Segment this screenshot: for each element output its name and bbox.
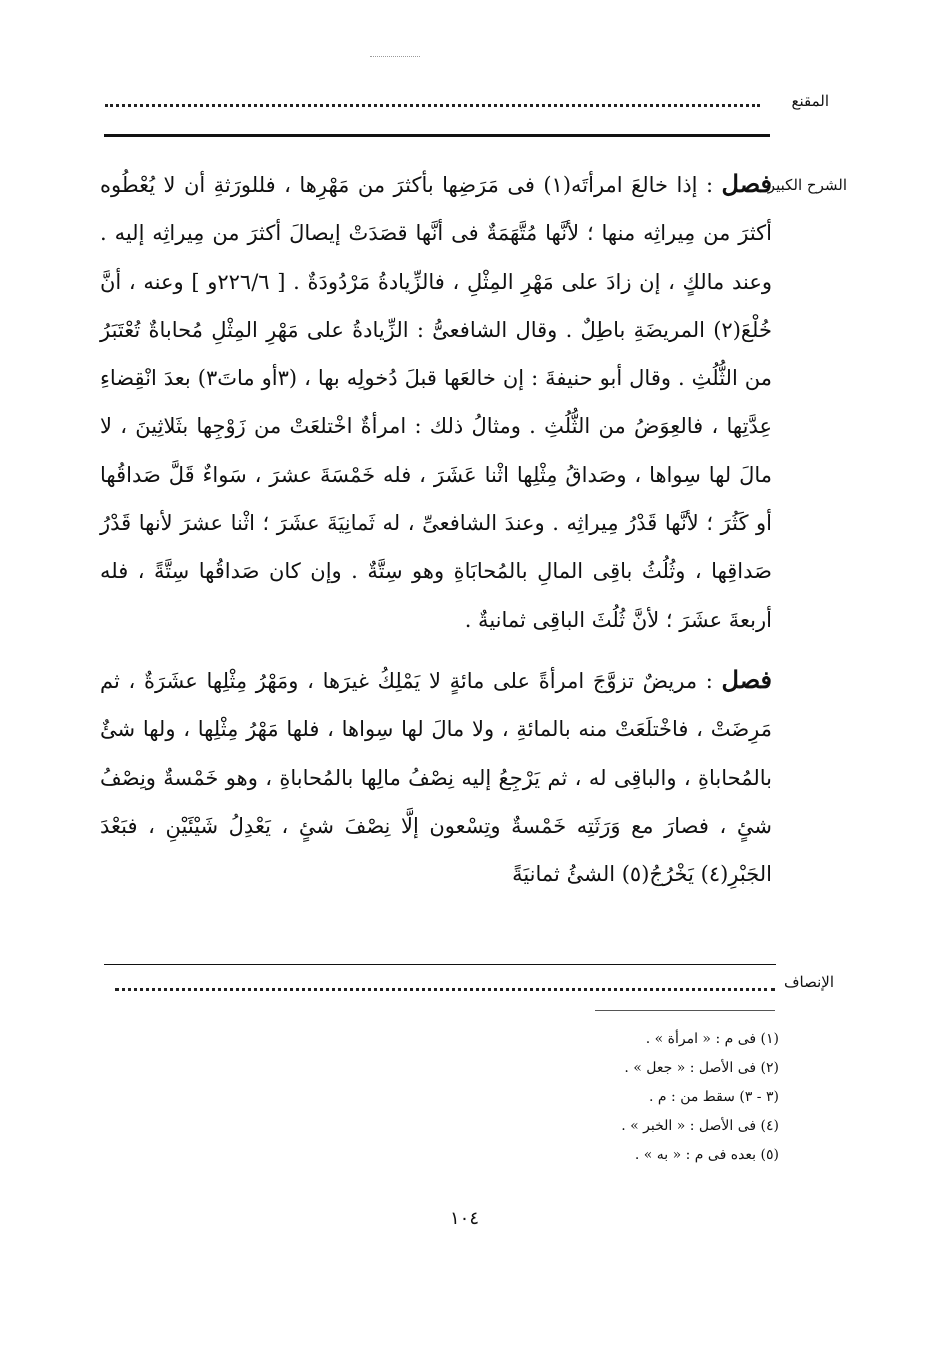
body-end-rule: [104, 964, 776, 965]
header-rule: [104, 134, 770, 137]
main-commentary-text: [100, 160, 772, 898]
section-heading: فصل: [721, 664, 772, 694]
page-number: ١٠٤: [449, 1208, 479, 1229]
footnotes: [279, 1025, 779, 1170]
margin-label-bottom: الإنصاف: [783, 973, 834, 991]
footnote: (٣ - ٣) سقط من : م .: [649, 1089, 779, 1105]
footnote: (٥) بعده فى م : « به » .: [634, 1147, 779, 1163]
top-scan-mark: [370, 56, 420, 57]
running-title: المقنع: [791, 92, 829, 110]
section-heading: فصل: [721, 169, 772, 198]
paragraph-2: [100, 656, 772, 898]
paragraph-text: : إذا خالعَ امرأتَه(١) فى مَرَضِها بأكثرَ من مَهْرِها ، فللورَثةِ أن لا يُعْطُوه أكثرَ من مِيراثِه منها ؛ لأنَّها مُتَّهَمَةٌ فى أنَّها قصَدَتْ إيصالَ أكثرَ من مِيراثِه إليه . وعند مالكٍ ، إن زادَ على مَهْرِ المِثْلِ ، فالزِّيادةُ مَرْدُودَةٌ . [ ٢٢٦/٦و ] وعنه ، أنَّ خُلْعَ(٢) المريضَةِ باطِلٌ . وقال الشافعىُّ : الزِّيادةُ على مَهْرِ المِثْلِ مُحاباةٌ تُعْتَبَرُ من الثُّلُثِ . وقال أبو حنيفةَ : إن خالعَها قبلَ دُخولِه بها ، (٣أو ماتَ٣) بعدَ انْقِضاءِ عِدَّتِها ، فالعِوَضُ من الثُّلُثِ . ومثالُ ذلك : امرأةٌ اخْتلعَتْ من زَوْجِها بثَلاثِينَ ، لا مالَ لها سِواها ، وصَداقُ مِثْلِها اثْنا عَشَرَ ، فله خَمْسَةَ عشرَ ، سَواءٌ قَلَّ صَداقُها أو كَثُرَ ؛ لأنَّها قَدْرُ مِيراثِه . وعندَ الشافعىِّ ، له ثَمانِيَةَ عشَرَ ؛ اثْنا عشرَ لأنها قَدْرُ صَداقِها ، وثُلُثُ باقِى المالِ بالمُحابَاةِ وهو سِتَّةٌ . وإن كان صَداقُها سِتَّةً ، فله أربعةَ عشَرَ ؛ لأنَّ ثُلُثَ الباقِى ثمانيةٌ .: [100, 173, 773, 632]
dotted-separator-bottom: [115, 988, 775, 993]
paragraph-1: [100, 160, 772, 644]
footnote: (٢) فى الأصل : « جعل » .: [624, 1060, 779, 1076]
footnote-rule: [595, 1010, 775, 1011]
dotted-separator-top: [105, 104, 760, 109]
paragraph-text: : مريضٌ تزوَّجَ امرأةً على مائةٍ لا يَمْلِكُ غيرَها ، ومَهْرُ مِثْلِها عشَرَةٌ ، ثم مَرِضَتْ ، فاخْتلَعَتْ منه بالمائةِ ، ولا مالَ لها سِواها ، فلها مَهْرُ مِثْلِها ، ولها شئٌ بالمُحاباةِ ، والباقِى له ، ثم يَرْجِعُ إليه نِصْفُ مالِها بالمُحاباةِ ، وهو خَمْسةٌ ونِصْفُ شئٍ ، فصارَ مع وَرَثَتِه خَمْسةٌ وتِسْعون إلَّا نِصْفَ شئٍ ، يَعْدِلُ شَيْئَيْنِ ، فبَعْدَ الجَبْرِ(٤) يَخْرُجُ(٥) الشئُ ثمانيَةً: [100, 668, 772, 887]
margin-label-main: الشرح الكبير: [767, 176, 847, 194]
footnote: (٤) فى الأصل : « الخبر » .: [621, 1118, 779, 1134]
footnote: (١) فى م : « امرأة » .: [645, 1031, 779, 1047]
